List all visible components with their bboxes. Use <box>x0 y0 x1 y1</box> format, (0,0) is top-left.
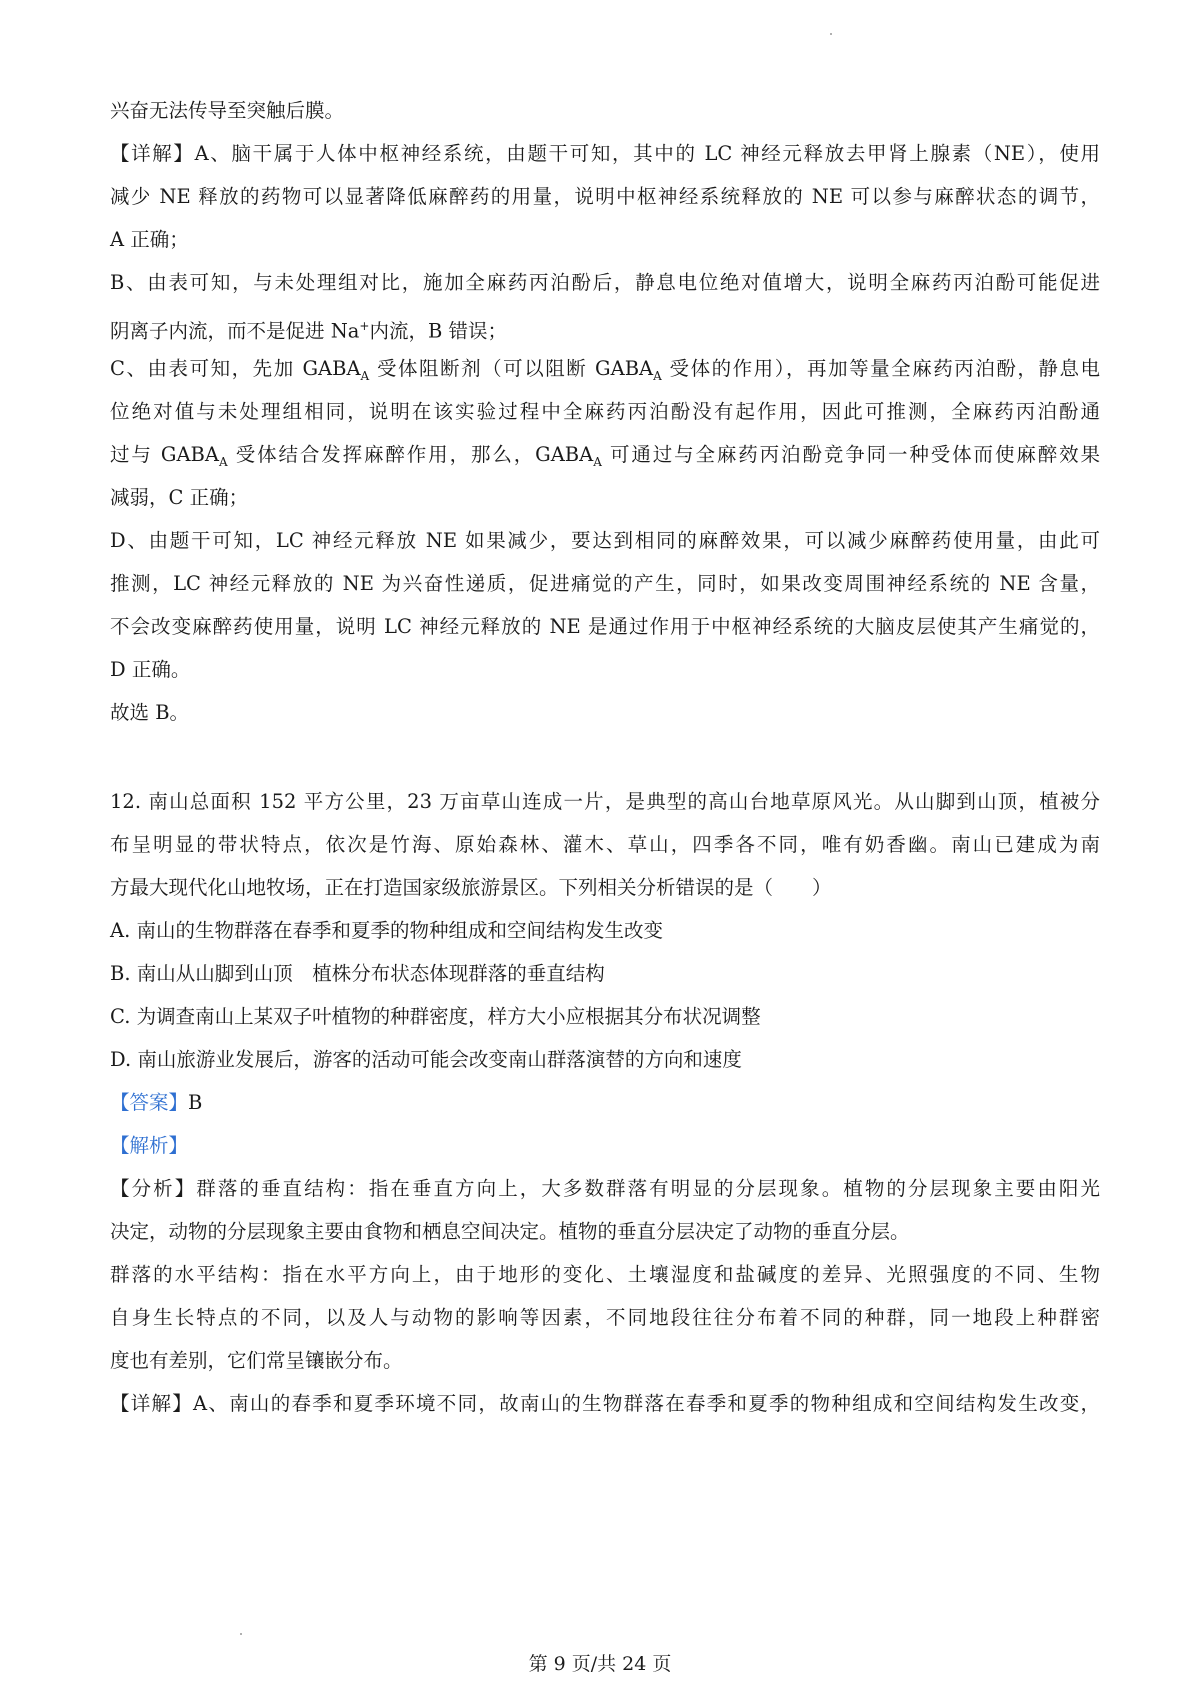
detail-line: A 正确； <box>110 228 189 251</box>
detail-line: 推测，LC 神经元释放的 NE 为兴奋性递质，促进痛觉的产生，同时，如果改变周围神经系统的 NE 含量， <box>110 572 1100 595</box>
answer-choice-line: 故选 B。 <box>110 701 190 724</box>
page-footer: 第 9 页/共 24 页 <box>528 1653 672 1675</box>
detail-line: 位绝对值与未处理组相同，说明在该实验过程中全麻药丙泊酚没有起作用，因此可推测，全麻药丙泊酚通 <box>110 400 1100 423</box>
question-stem-line: 12. 南山总面积 152 平方公里，23 万亩草山连成一片，是典型的高山台地草原风光。从山脚到山顶，植被分 <box>110 790 1100 813</box>
detail-line <box>110 442 1100 475</box>
detail-line: D 正确。 <box>110 658 191 681</box>
subscript: A <box>360 368 370 383</box>
text-run: 内流，B 错误； <box>369 319 507 343</box>
text-run: 阴离子内流，而不是促进 Na <box>110 319 360 343</box>
detail-line: 减弱，C 正确； <box>110 486 249 509</box>
subscript: A <box>593 454 602 469</box>
paragraph-line: 兴奋无法传导至突触后膜。 <box>110 99 345 122</box>
text-run: 受体的作用），再加等量全麻药丙泊酚，静息电 <box>661 357 1100 380</box>
analysis-line: 决定，动物的分层现象主要由食物和栖息空间决定。植物的垂直分层决定了动物的垂直分层。 <box>110 1220 910 1243</box>
text-run: C、由表可知，先加 GABA <box>110 357 361 380</box>
question-stem-line: 方最大现代化山地牧场，正在打造国家级旅游景区。下列相关分析错误的是（ ） <box>110 876 832 899</box>
option-b: B. 南山从山脚到山顶 植株分布状态体现群落的垂直结构 <box>110 962 605 985</box>
detail-line <box>110 356 1100 389</box>
subscript: A <box>218 454 228 469</box>
superscript: + <box>359 319 370 333</box>
analysis-line: 自身生长特点的不同，以及人与动物的影响等因素，不同地段往往分布着不同的种群，同一地段上种群密 <box>110 1306 1100 1329</box>
detail-line: 【详解】A、脑干属于人体中枢神经系统，由题干可知，其中的 LC 神经元释放去甲肾上腺素（NE），使用 <box>110 142 1100 165</box>
text-run: 受体结合发挥麻醉作用，那么，GABA <box>227 443 594 466</box>
option-a: A. 南山的生物群落在春季和夏季的物种组成和空间结构发生改变 <box>110 919 663 942</box>
detail-line <box>110 313 507 345</box>
detail-line: D、由题干可知，LC 神经元释放 NE 如果减少，要达到相同的麻醉效果，可以减少麻醉药使用量，由此可 <box>110 529 1100 552</box>
subscript: A <box>653 368 662 383</box>
question-stem-line: 布呈明显的带状特点，依次是竹海、原始森林、灌木、草山，四季各不同，唯有奶香幽。南山已建成为南 <box>110 833 1100 856</box>
detail-line: 【详解】A、南山的春季和夏季环境不同，故南山的生物群落在春季和夏季的物种组成和空间结构发生改变， <box>110 1392 1100 1415</box>
option-c: C. 为调查南山上某双子叶植物的种群密度，样方大小应根据其分布状况调整 <box>110 1005 761 1028</box>
analysis-line: 【分析】群落的垂直结构：指在垂直方向上，大多数群落有明显的分层现象。植物的分层现象主要由阳光 <box>110 1177 1100 1200</box>
answer-label: 【答案】 <box>110 1091 189 1114</box>
option-d: D. 南山旅游业发展后，游客的活动可能会改变南山群落演替的方向和速度 <box>110 1048 742 1071</box>
text-run: 受体阻断剂（可以阻断 GABA <box>369 357 654 380</box>
text-run: 可通过与全麻药丙泊酚竞争同一种受体而使麻醉效果 <box>601 443 1100 466</box>
analysis-line: 群落的水平结构：指在水平方向上，由于地形的变化、土壤湿度和盐碱度的差异、光照强度的不同、生物 <box>110 1263 1100 1286</box>
answer-line <box>110 1090 202 1116</box>
detail-line: B、由表可知，与未处理组对比，施加全麻药丙泊酚后，静息电位绝对值增大，说明全麻药丙泊酚可能促进 <box>110 271 1100 294</box>
analysis-line: 度也有差别，它们常呈镶嵌分布。 <box>110 1349 403 1372</box>
scan-speck <box>830 33 832 35</box>
detail-line: 减少 NE 释放的药物可以显著降低麻醉药的用量，说明中枢神经系统释放的 NE 可以参与麻醉状态的调节， <box>110 185 1100 208</box>
answer-value: B <box>188 1091 203 1114</box>
text-run: 过与 GABA <box>110 443 219 466</box>
scan-speck <box>240 1633 242 1635</box>
analysis-label: 【解析】 <box>110 1134 189 1157</box>
detail-line: 不会改变麻醉药使用量，说明 LC 神经元释放的 NE 是通过作用于中枢神经系统的大脑皮层使其产生痛觉的， <box>110 615 1100 638</box>
